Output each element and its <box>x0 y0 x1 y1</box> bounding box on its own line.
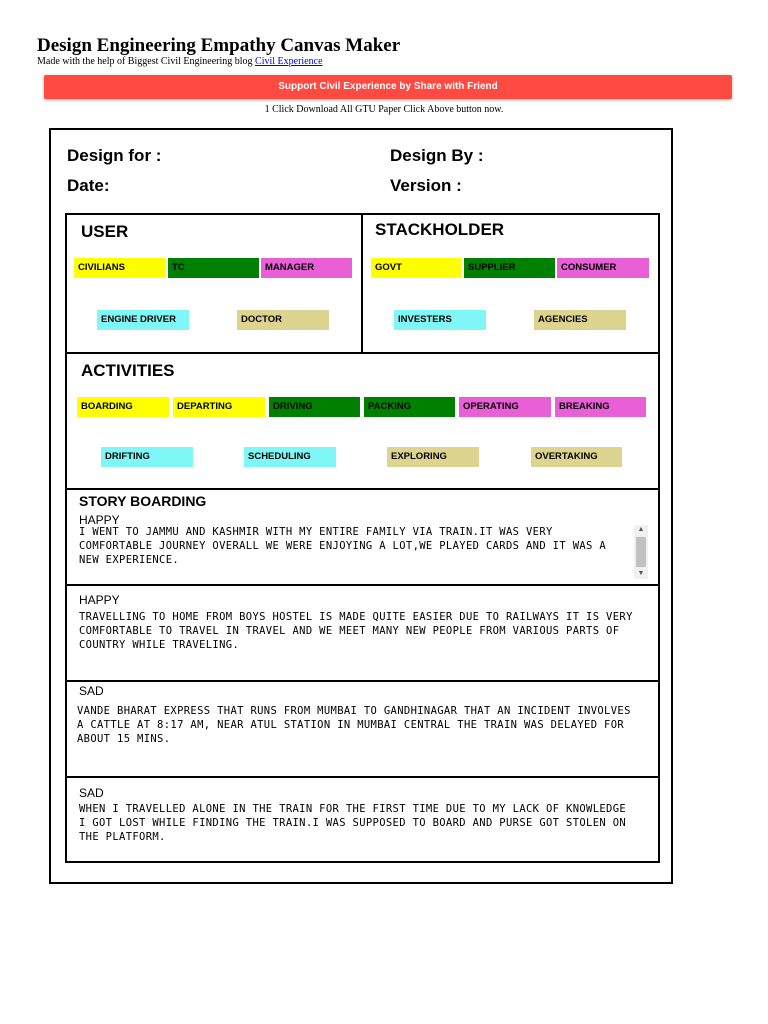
scroll-thumb[interactable] <box>636 537 646 567</box>
story-1-text[interactable]: I WENT TO JAMMU AND KASHMIR WITH MY ENTIRE FAMILY VIA TRAIN.IT WAS VERY COMFORTABLE JOURNEY OVERALL WE WERE ENJOYING A LOT,WE PLAYED CARDS AND IT WAS A NEW EXPERIENCE. <box>79 526 613 566</box>
story-4-mood: SAD <box>79 786 104 800</box>
user-tag-manager: MANAGER <box>261 258 352 278</box>
activity-tag-breaking: BREAKING <box>555 397 646 417</box>
design-by-label: Design By : <box>390 146 484 165</box>
scroll-up-arrow-icon[interactable]: ▲ <box>637 526 645 533</box>
story-4-text[interactable]: WHEN I TRAVELLED ALONE IN THE TRAIN FOR THE FIRST TIME DUE TO MY LACK OF KNOWLEDGE I GOT LOST WHILE FINDING THE TRAIN.I WAS SUPPOSED TO BOARD AND PURSE GOT STOLEN ON THE PLATFORM. <box>79 803 633 843</box>
story-1-scrollbar[interactable] <box>634 525 648 579</box>
story-2-mood: HAPPY <box>79 593 120 607</box>
stakeholder-tag-consumer: CONSUMER <box>557 258 649 278</box>
civil-experience-link[interactable]: Civil Experience <box>255 56 323 67</box>
activity-tag-packing: PACKING <box>364 397 455 417</box>
user-tag-engine-driver: ENGINE DRIVER <box>97 310 189 330</box>
activity-tag-drifting: DRIFTING <box>101 447 193 467</box>
activity-tag-boarding: BOARDING <box>77 397 169 417</box>
user-title: USER <box>81 222 129 241</box>
stakeholder-title: STACKHOLDER <box>375 220 505 239</box>
user-tag-doctor: DOCTOR <box>237 310 329 330</box>
scroll-down-arrow-icon[interactable]: ▼ <box>637 570 645 577</box>
activity-tag-departing: DEPARTING <box>173 397 265 417</box>
story-2-text[interactable]: TRAVELLING TO HOME FROM BOYS HOSTEL IS MADE QUITE EASIER DUE TO RAILWAYS IT IS VERY COMFORTABLE TO TRAVEL IN TRAVEL AND WE MEET MANY NEW PEOPLE FROM VARIOUS PARTS OF COUNTRY WHILE TRAVELING. <box>79 611 640 651</box>
story-3-mood: SAD <box>79 684 104 698</box>
stakeholder-tag-supplier: SUPPLIER <box>464 258 555 278</box>
activity-tag-exploring: EXPLORING <box>387 447 479 467</box>
stakeholder-tag-govt: GOVT <box>371 258 462 278</box>
date-label: Date: <box>67 176 110 195</box>
stakeholder-tag-agencies: AGENCIES <box>534 310 626 330</box>
stakeholder-tag-investers: INVESTERS <box>394 310 486 330</box>
subtitle-text: Made with the help of Biggest Civil Engineering blog <box>37 56 253 67</box>
download-note: 1 Click Download All GTU Paper Click Above button now. <box>264 104 504 115</box>
share-button[interactable]: Support Civil Experience by Share with Friend <box>44 75 732 99</box>
story-3-text[interactable]: VANDE BHARAT EXPRESS THAT RUNS FROM MUMBAI TO GANDHINAGAR THAT AN INCIDENT INVOLVES A CATTLE AT 8:17 AM, NEAR ATUL STATION IN MUMBAI CENTRAL THE TRAIN WAS DELAYED FOR ABOUT 15 MINS. <box>77 705 638 745</box>
activity-tag-overtaking: OVERTAKING <box>531 447 622 467</box>
activity-tag-operating: OPERATING <box>459 397 551 417</box>
page-title: Design Engineering Empathy Canvas Maker <box>37 35 401 56</box>
design-for-label: Design for : <box>67 146 162 165</box>
story-boarding-title: STORY BOARDING <box>79 493 207 509</box>
activity-tag-driving: DRIVING <box>269 397 360 417</box>
version-label: Version : <box>390 176 462 195</box>
activities-title: ACTIVITIES <box>81 361 175 380</box>
user-tag-civilians: CIVILIANS <box>74 258 166 278</box>
activity-tag-scheduling: SCHEDULING <box>244 447 336 467</box>
story-1-mood: HAPPY <box>79 513 120 527</box>
user-tag-tc: TC <box>168 258 259 278</box>
subtitle <box>37 56 323 67</box>
